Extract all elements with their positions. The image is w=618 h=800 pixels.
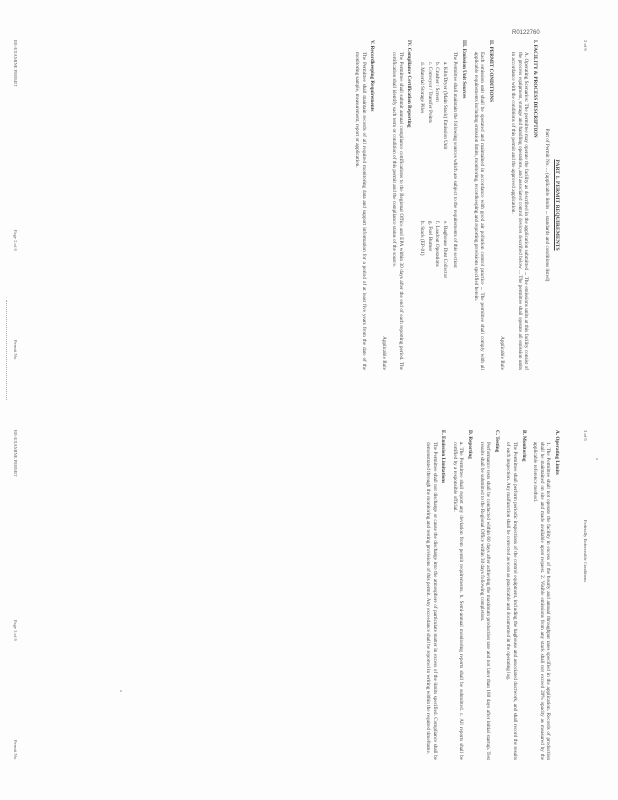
left-footer-left: RE-EXAMINE PERMIT — [13, 40, 18, 87]
left-section — [499, 40, 538, 370]
section-paragraph: The Permittee shall perform periodic inspections of the control equipment, including the baghouse and associated ductwork, and shall record the results of each inspection. Any malfunction shall be corrected as soon as practicable and documented in the operating log. — [505, 442, 519, 760]
right-section — [505, 430, 527, 760]
section-title: I. FACILITY & PROCESS DESCRIPTION — [531, 40, 538, 138]
section-paragraph: A. Operating Scenarios: The permittee may operate the facility as described in the application submitted ... The emissions units at this facility consist of the process equipment, storage and handling operations, and associated control devices described below ... The permittee shall operate all emission units in accordance with the conditions of this permit and the approved application. — [510, 52, 530, 370]
right-page-number: 3 of 6 — [583, 430, 588, 441]
left-footer-right: Permit No. — [13, 340, 18, 361]
right-section — [532, 430, 560, 760]
list-item: a. Kiln/Dryer (Main Stack) Emission Unit — [441, 62, 448, 150]
section-title: IV. Compliance Certification Reporting — [406, 40, 413, 128]
section-title: C. Testing — [493, 430, 500, 453]
rule-citation: Applicable Rule — [380, 336, 387, 370]
left-section — [418, 40, 468, 370]
section-paragraph: The Permittee shall maintain the following sources which are subject to the requirements of this section: — [452, 52, 459, 269]
section-paragraph: The Permittee shall maintain records of all required monitoring data and support information for a period of at least five years from the date of the monitoring sample, measurement, report or application. — [353, 52, 367, 370]
section-title: B. Monitoring — [520, 430, 527, 462]
section-paragraph: Performance tests shall be conducted within 60 days after achieving the maximum production rate and not later than 180 days after initial startup. Test results shall be submitted to the Regional Office within 30 days following completion. — [478, 442, 492, 760]
list-item: c. Conveyor / Transfer Points — [426, 62, 433, 123]
section-title: A. Operating Limits — [554, 430, 560, 475]
section-paragraph: The Permittee shall submit annual compliance certifications to the Regional Office and EPA within 30 days after the end of each reporting period. The certification shall identify each term or condition of this permit and the compliance status of the source. — [391, 52, 404, 370]
section-paragraph: a. The Permittee shall report any deviation from permit requirements. b. Semi-annual monitoring reports shall be submitted. c. All reports shall be certified by a responsible official. — [451, 442, 465, 760]
list-item: f. Loadout Operations — [434, 221, 441, 267]
section-title: D. Reporting — [467, 430, 474, 459]
right-running-head: Federally Enforceable Conditions — [583, 520, 588, 582]
left-footer-middle: Page 2 of 6 — [13, 230, 18, 251]
right-footer-right: Permit No. — [13, 740, 18, 761]
right-footer-left: RE-EXAMINE PERMIT — [13, 430, 18, 477]
left-section — [380, 40, 412, 370]
page-id-stamp: R0122760 — [512, 30, 540, 36]
rule-citation: Applicable Rule — [499, 336, 506, 370]
left-section — [353, 40, 375, 370]
list-item: e. Baghouse Dust Collector — [441, 221, 448, 279]
section-title: V. Recordkeeping Requirements — [369, 40, 376, 112]
section-paragraph: Each emission unit shall be operated and maintained in accordance with good air pollution control practice ... The permittee shall comply with all applicable requirements including emission limits, monitoring, recordkeeping and reporting provisions specified herein. — [472, 52, 486, 370]
list-item: h. Stack (EP-01) — [419, 221, 426, 256]
right-section — [425, 430, 447, 760]
section-title: III. Emission Unit Sources — [461, 40, 468, 99]
left-page-subheading: Part of Permit No. ... (applicable limits ... standards and conditions listed) — [544, 128, 551, 282]
left-section — [472, 40, 494, 370]
right-section — [478, 430, 500, 760]
section-title: II. PERMIT CONDITIONS — [487, 40, 494, 103]
right-footer-middle: Page 3 of 6 — [13, 620, 18, 641]
left-page-heading: PART 1. PERMIT REQUIREMENTS — [554, 159, 560, 251]
list-item: d. Material Storage Piles — [419, 62, 426, 114]
left-page-number: 2 of 6 — [583, 40, 588, 51]
right-section — [451, 430, 473, 760]
right-page-column — [420, 430, 561, 760]
emission-unit-list — [418, 62, 448, 370]
section-paragraph: The Permittee shall not discharge or cause the discharge into the atmosphere of particulate matter in excess of the limits specified. Compliance shall be demonstrated through the monitoring and testing provisions of this permit. Any exceedance shall be reported in writing within the required timeframe. — [425, 442, 438, 760]
list-item: b. Crusher / Screen — [434, 62, 441, 102]
section-title: E. Emission Limitations — [440, 430, 447, 484]
list-item: g. Fuel Burner — [426, 221, 433, 252]
section-paragraph: 1. The Permittee shall not operate the facility in excess of the hourly and annual throughput rates specified in the application. Records of production shall be maintained on site and made available upon request. 2. Visible emissions from any stack shall not exceed 20% opacity as measured by the applicable reference method. — [532, 442, 552, 760]
left-page-column — [348, 40, 560, 370]
